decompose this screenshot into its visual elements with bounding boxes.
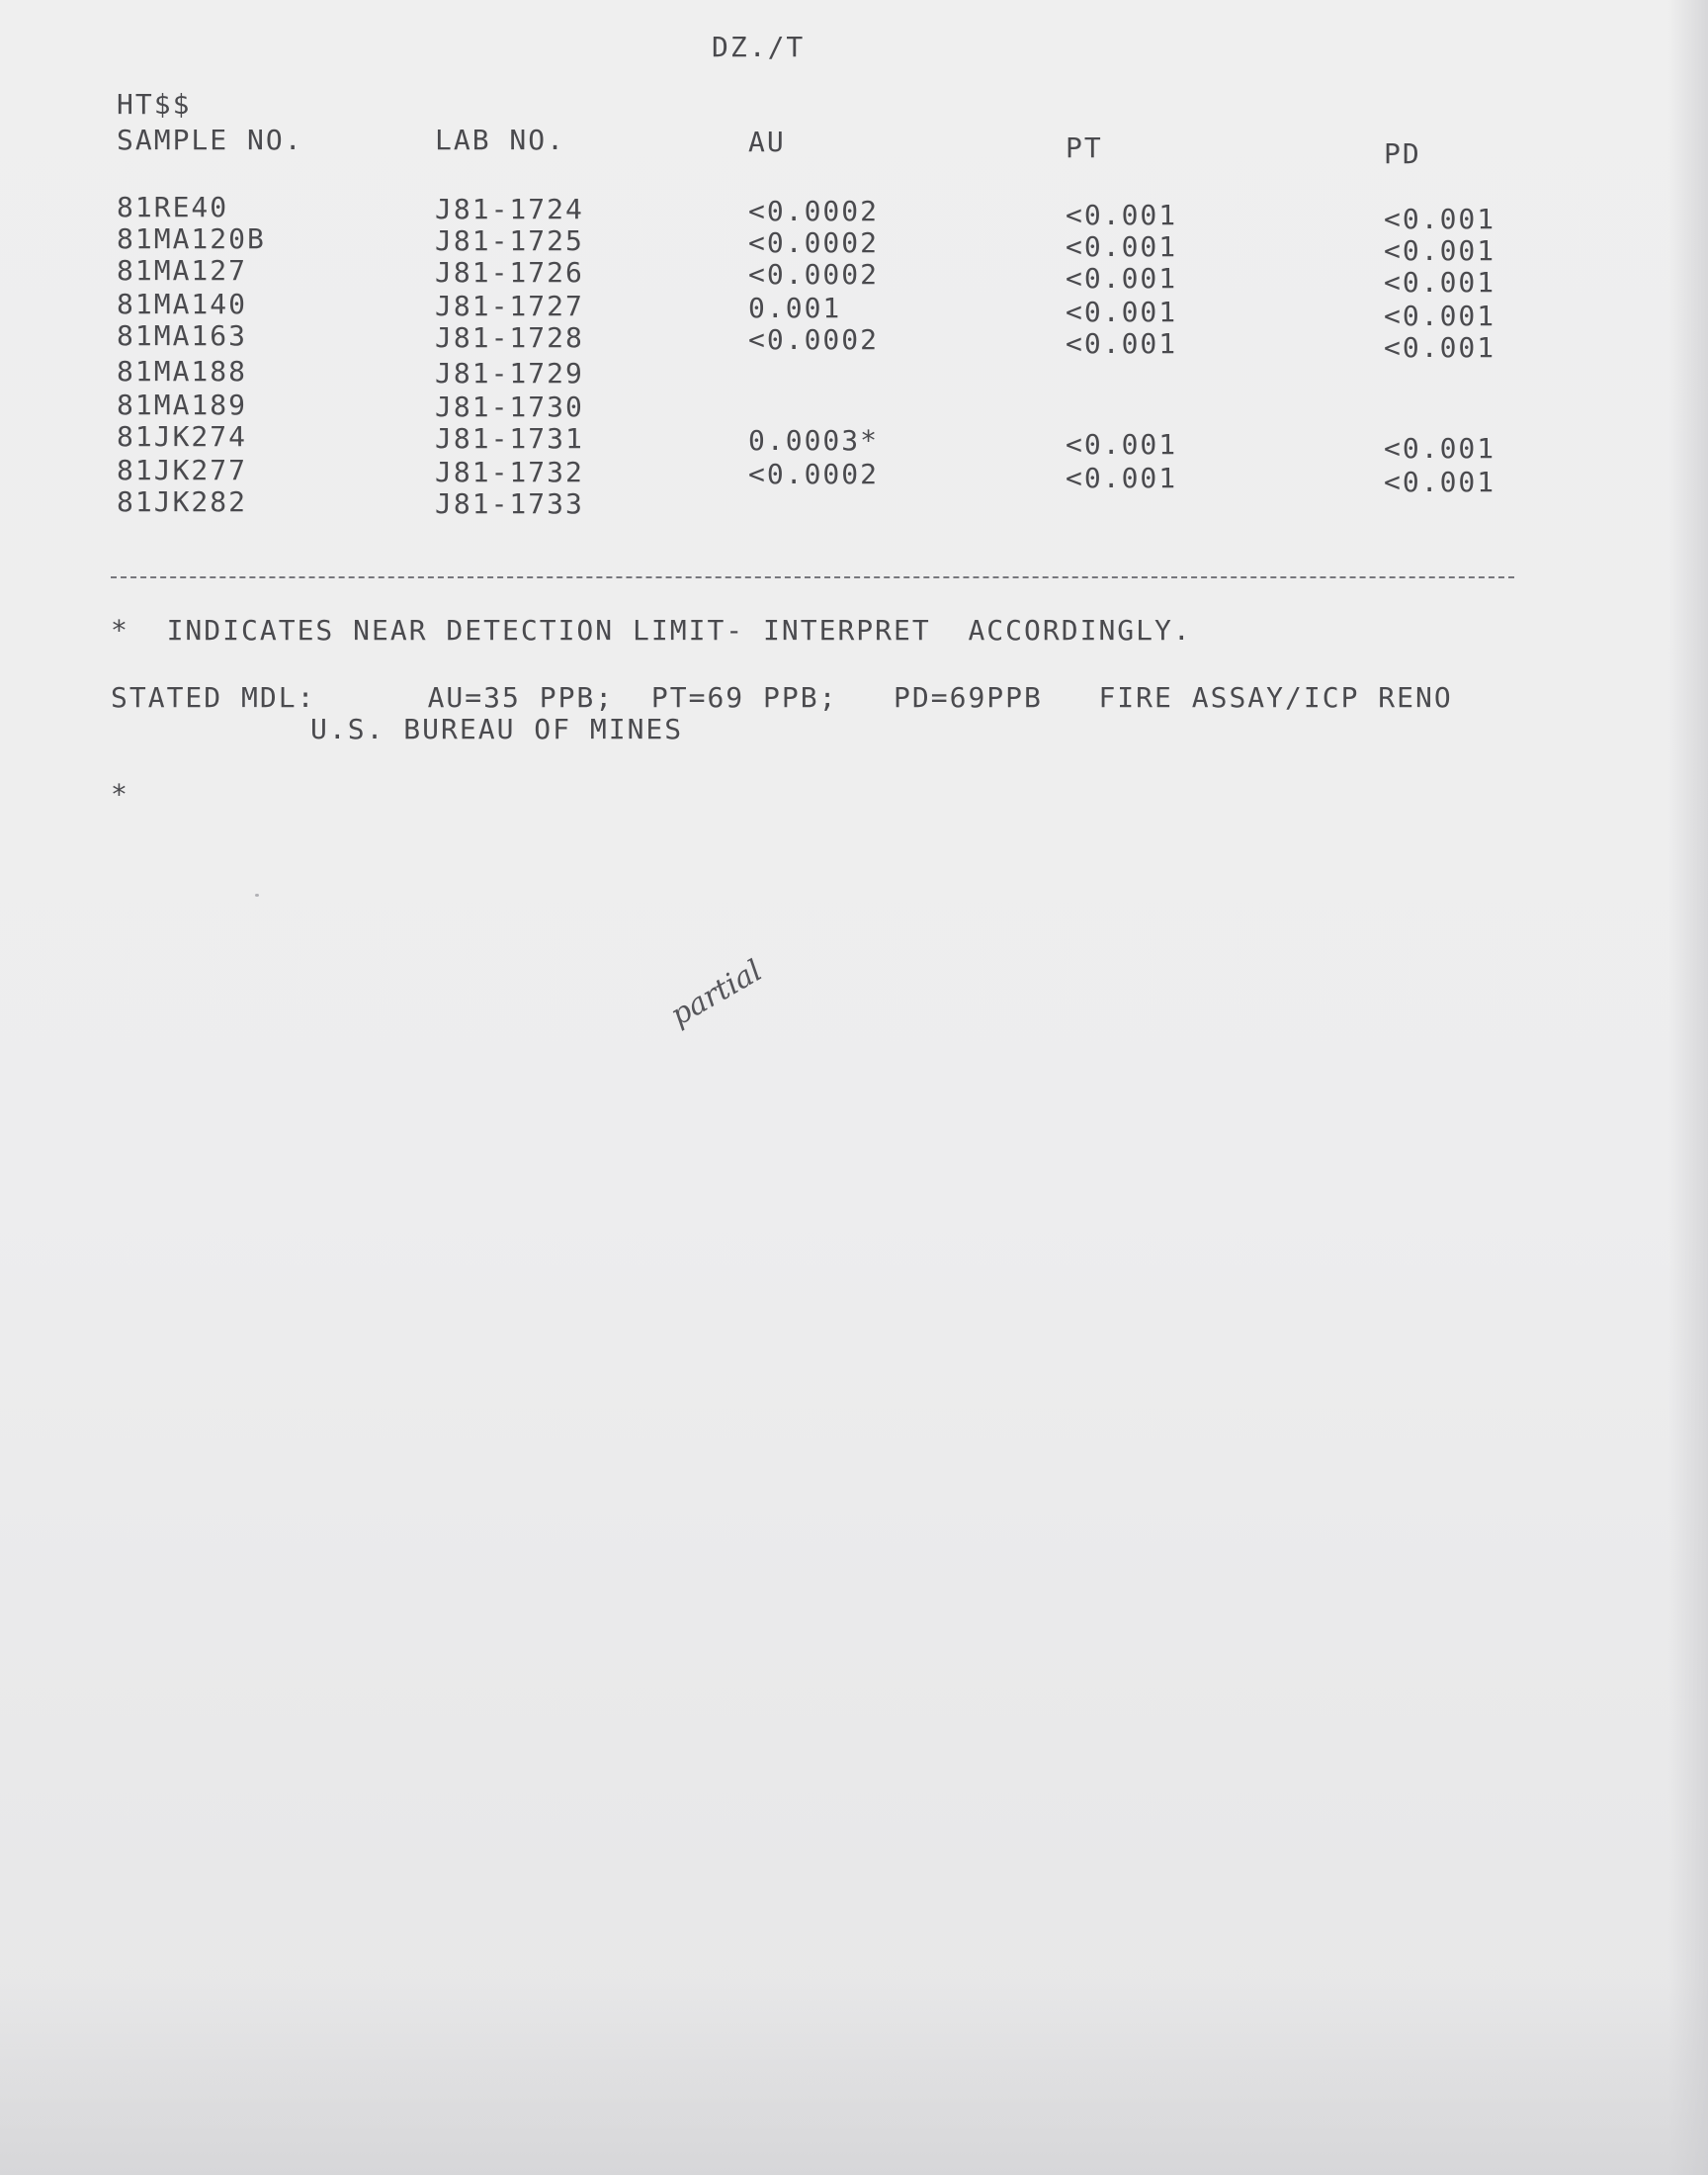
handwritten-annotation: partial xyxy=(664,953,769,1033)
cell-sample: 81MA189 xyxy=(117,389,248,421)
cell-lab: J81-1731 xyxy=(435,422,584,455)
cell-sample: 81JK274 xyxy=(117,420,248,453)
footer-asterisk: * xyxy=(111,778,129,811)
cell-lab: J81-1726 xyxy=(435,256,584,289)
cell-lab: J81-1729 xyxy=(435,357,584,390)
bureau-line: U.S. BUREAU OF MINES xyxy=(310,713,684,745)
cell-pd: <0.001 xyxy=(1384,331,1496,364)
col-header-pt: PT xyxy=(1066,131,1103,164)
cell-lab: J81-1728 xyxy=(435,321,584,354)
cell-pd: <0.001 xyxy=(1384,203,1496,235)
cell-sample: 81MA188 xyxy=(117,355,248,388)
cell-pt: <0.001 xyxy=(1066,199,1178,231)
col-header-lab: LAB NO. xyxy=(435,124,566,156)
cell-pt: <0.001 xyxy=(1066,296,1178,328)
cell-au: <0.0002 xyxy=(748,458,880,490)
cell-pd: <0.001 xyxy=(1384,234,1496,267)
header-code: DZ./T xyxy=(712,31,806,63)
cell-sample: 81JK282 xyxy=(117,485,248,518)
paper-speck xyxy=(255,894,259,897)
cell-pt: <0.001 xyxy=(1066,462,1178,494)
cell-sample: 81JK277 xyxy=(117,454,248,486)
cell-au: 0.001 xyxy=(748,292,842,324)
cell-au: <0.0002 xyxy=(748,226,880,259)
col-header-pd: PD xyxy=(1384,137,1421,170)
cell-pd: <0.001 xyxy=(1384,466,1496,498)
cell-sample: 81MA140 xyxy=(117,288,248,320)
cell-lab: J81-1727 xyxy=(435,290,584,322)
cell-lab: J81-1730 xyxy=(435,391,584,423)
col-header-au: AU xyxy=(748,126,786,158)
col-header-sample: SAMPLE NO. xyxy=(117,124,303,156)
cell-sample: 81RE40 xyxy=(117,191,229,223)
cell-lab: J81-1725 xyxy=(435,224,584,257)
cell-lab: J81-1724 xyxy=(435,193,584,225)
header-id: HT$$ xyxy=(117,88,192,121)
cell-lab: J81-1732 xyxy=(435,456,584,488)
cell-pt: <0.001 xyxy=(1066,327,1178,360)
cell-pt: <0.001 xyxy=(1066,428,1178,461)
stated-mdl-line: STATED MDL: AU=35 PPB; PT=69 PPB; PD=69PPB FIRE ASSAY/ICP RENO xyxy=(111,681,1453,714)
cell-au: 0.0003* xyxy=(748,424,880,457)
cell-pd: <0.001 xyxy=(1384,300,1496,332)
cell-sample: 81MA127 xyxy=(117,254,248,287)
cell-sample: 81MA120B xyxy=(117,222,266,255)
cell-sample: 81MA163 xyxy=(117,319,248,352)
cell-pt: <0.001 xyxy=(1066,230,1178,263)
cell-au: <0.0002 xyxy=(748,323,880,356)
cell-pd: <0.001 xyxy=(1384,432,1496,465)
cell-pt: <0.001 xyxy=(1066,262,1178,295)
cell-au: <0.0002 xyxy=(748,258,880,291)
cell-lab: J81-1733 xyxy=(435,487,584,520)
dashed-divider xyxy=(111,576,1514,578)
cell-pd: <0.001 xyxy=(1384,266,1496,299)
detection-limit-note: * INDICATES NEAR DETECTION LIMIT- INTERPRET ACCORDINGLY. xyxy=(111,614,1192,647)
cell-au: <0.0002 xyxy=(748,195,880,227)
